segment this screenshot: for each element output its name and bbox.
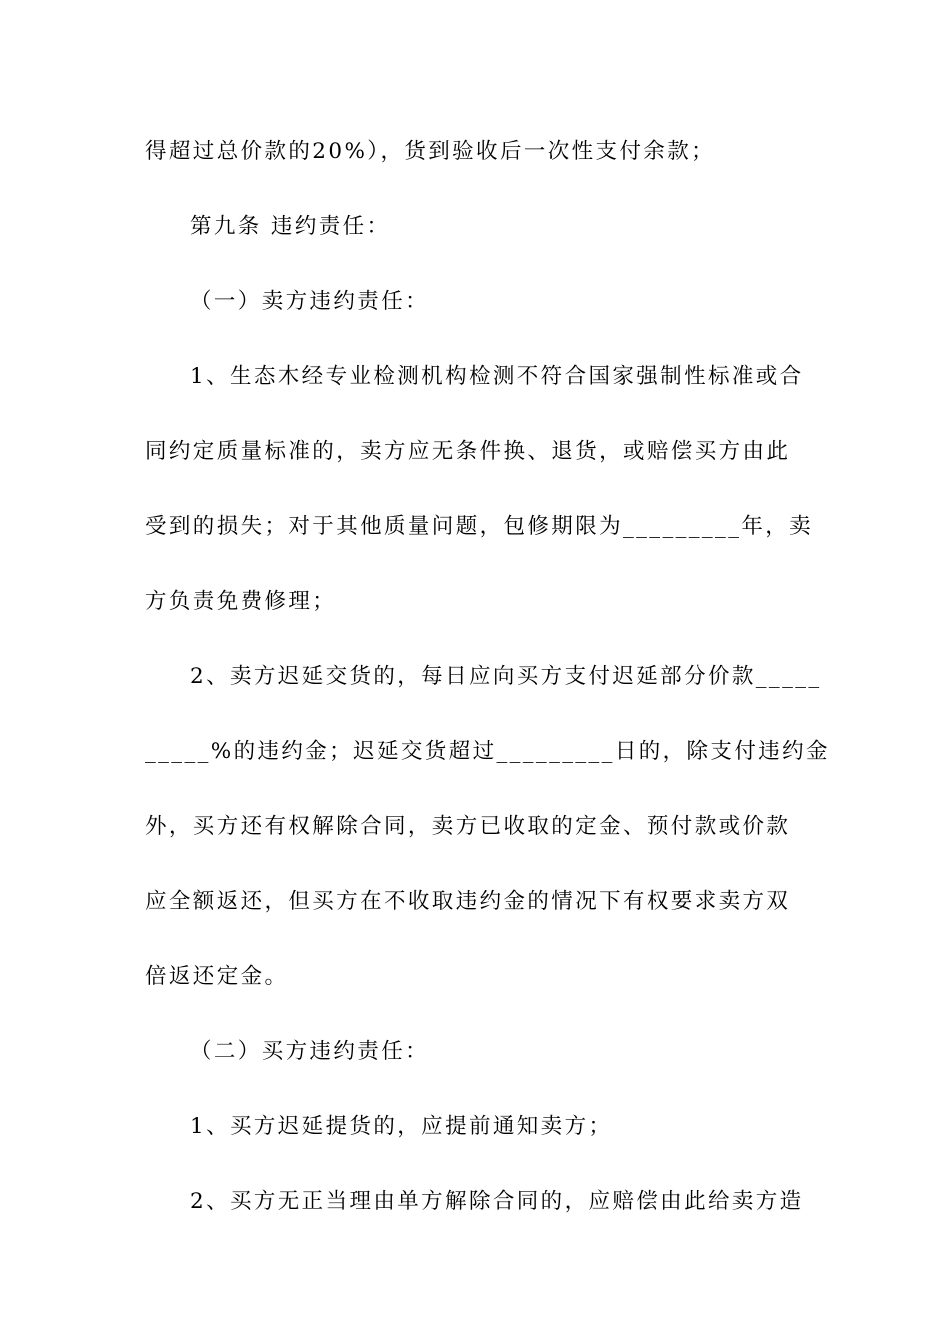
paragraph-line: 受到的损失；对于其他质量问题，包修期限为_________年，卖 xyxy=(145,514,814,539)
paragraph-line: 同约定质量标准的，卖方应无条件换、退货，或赔偿买方由此 xyxy=(145,439,791,464)
paragraph-line: 倍返还定金。 xyxy=(145,964,289,989)
paragraph-line: 外，买方还有权解除合同，卖方已收取的定金、预付款或价款 xyxy=(145,814,791,839)
section-heading-seller: （一）卖方违约责任： xyxy=(190,289,430,314)
paragraph-line: 1、买方迟延提货的，应提前通知卖方； xyxy=(190,1114,613,1139)
paragraph-line: 1、生态木经专业检测机构检测不符合国家强制性标准或合 xyxy=(190,364,804,389)
paragraph-line: 方负责免费修理； xyxy=(145,589,337,614)
paragraph-line: 得超过总价款的20%），货到验收后一次性支付余款； xyxy=(145,139,716,164)
paragraph-line: 应全额返还，但买方在不收取违约金的情况下有权要求卖方双 xyxy=(145,889,791,914)
paragraph-line: 2、买方无正当理由单方解除合同的，应赔偿由此给卖方造 xyxy=(190,1189,804,1214)
section-heading-buyer: （二）买方违约责任： xyxy=(190,1039,430,1064)
article-heading: 第九条 违约责任： xyxy=(190,214,391,239)
paragraph-line: 2、卖方迟延交货的，每日应向买方支付迟延部分价款_____ xyxy=(190,664,822,689)
paragraph-line: _____%的违约金；迟延交货超过_________日的，除支付违约金 xyxy=(145,739,830,764)
